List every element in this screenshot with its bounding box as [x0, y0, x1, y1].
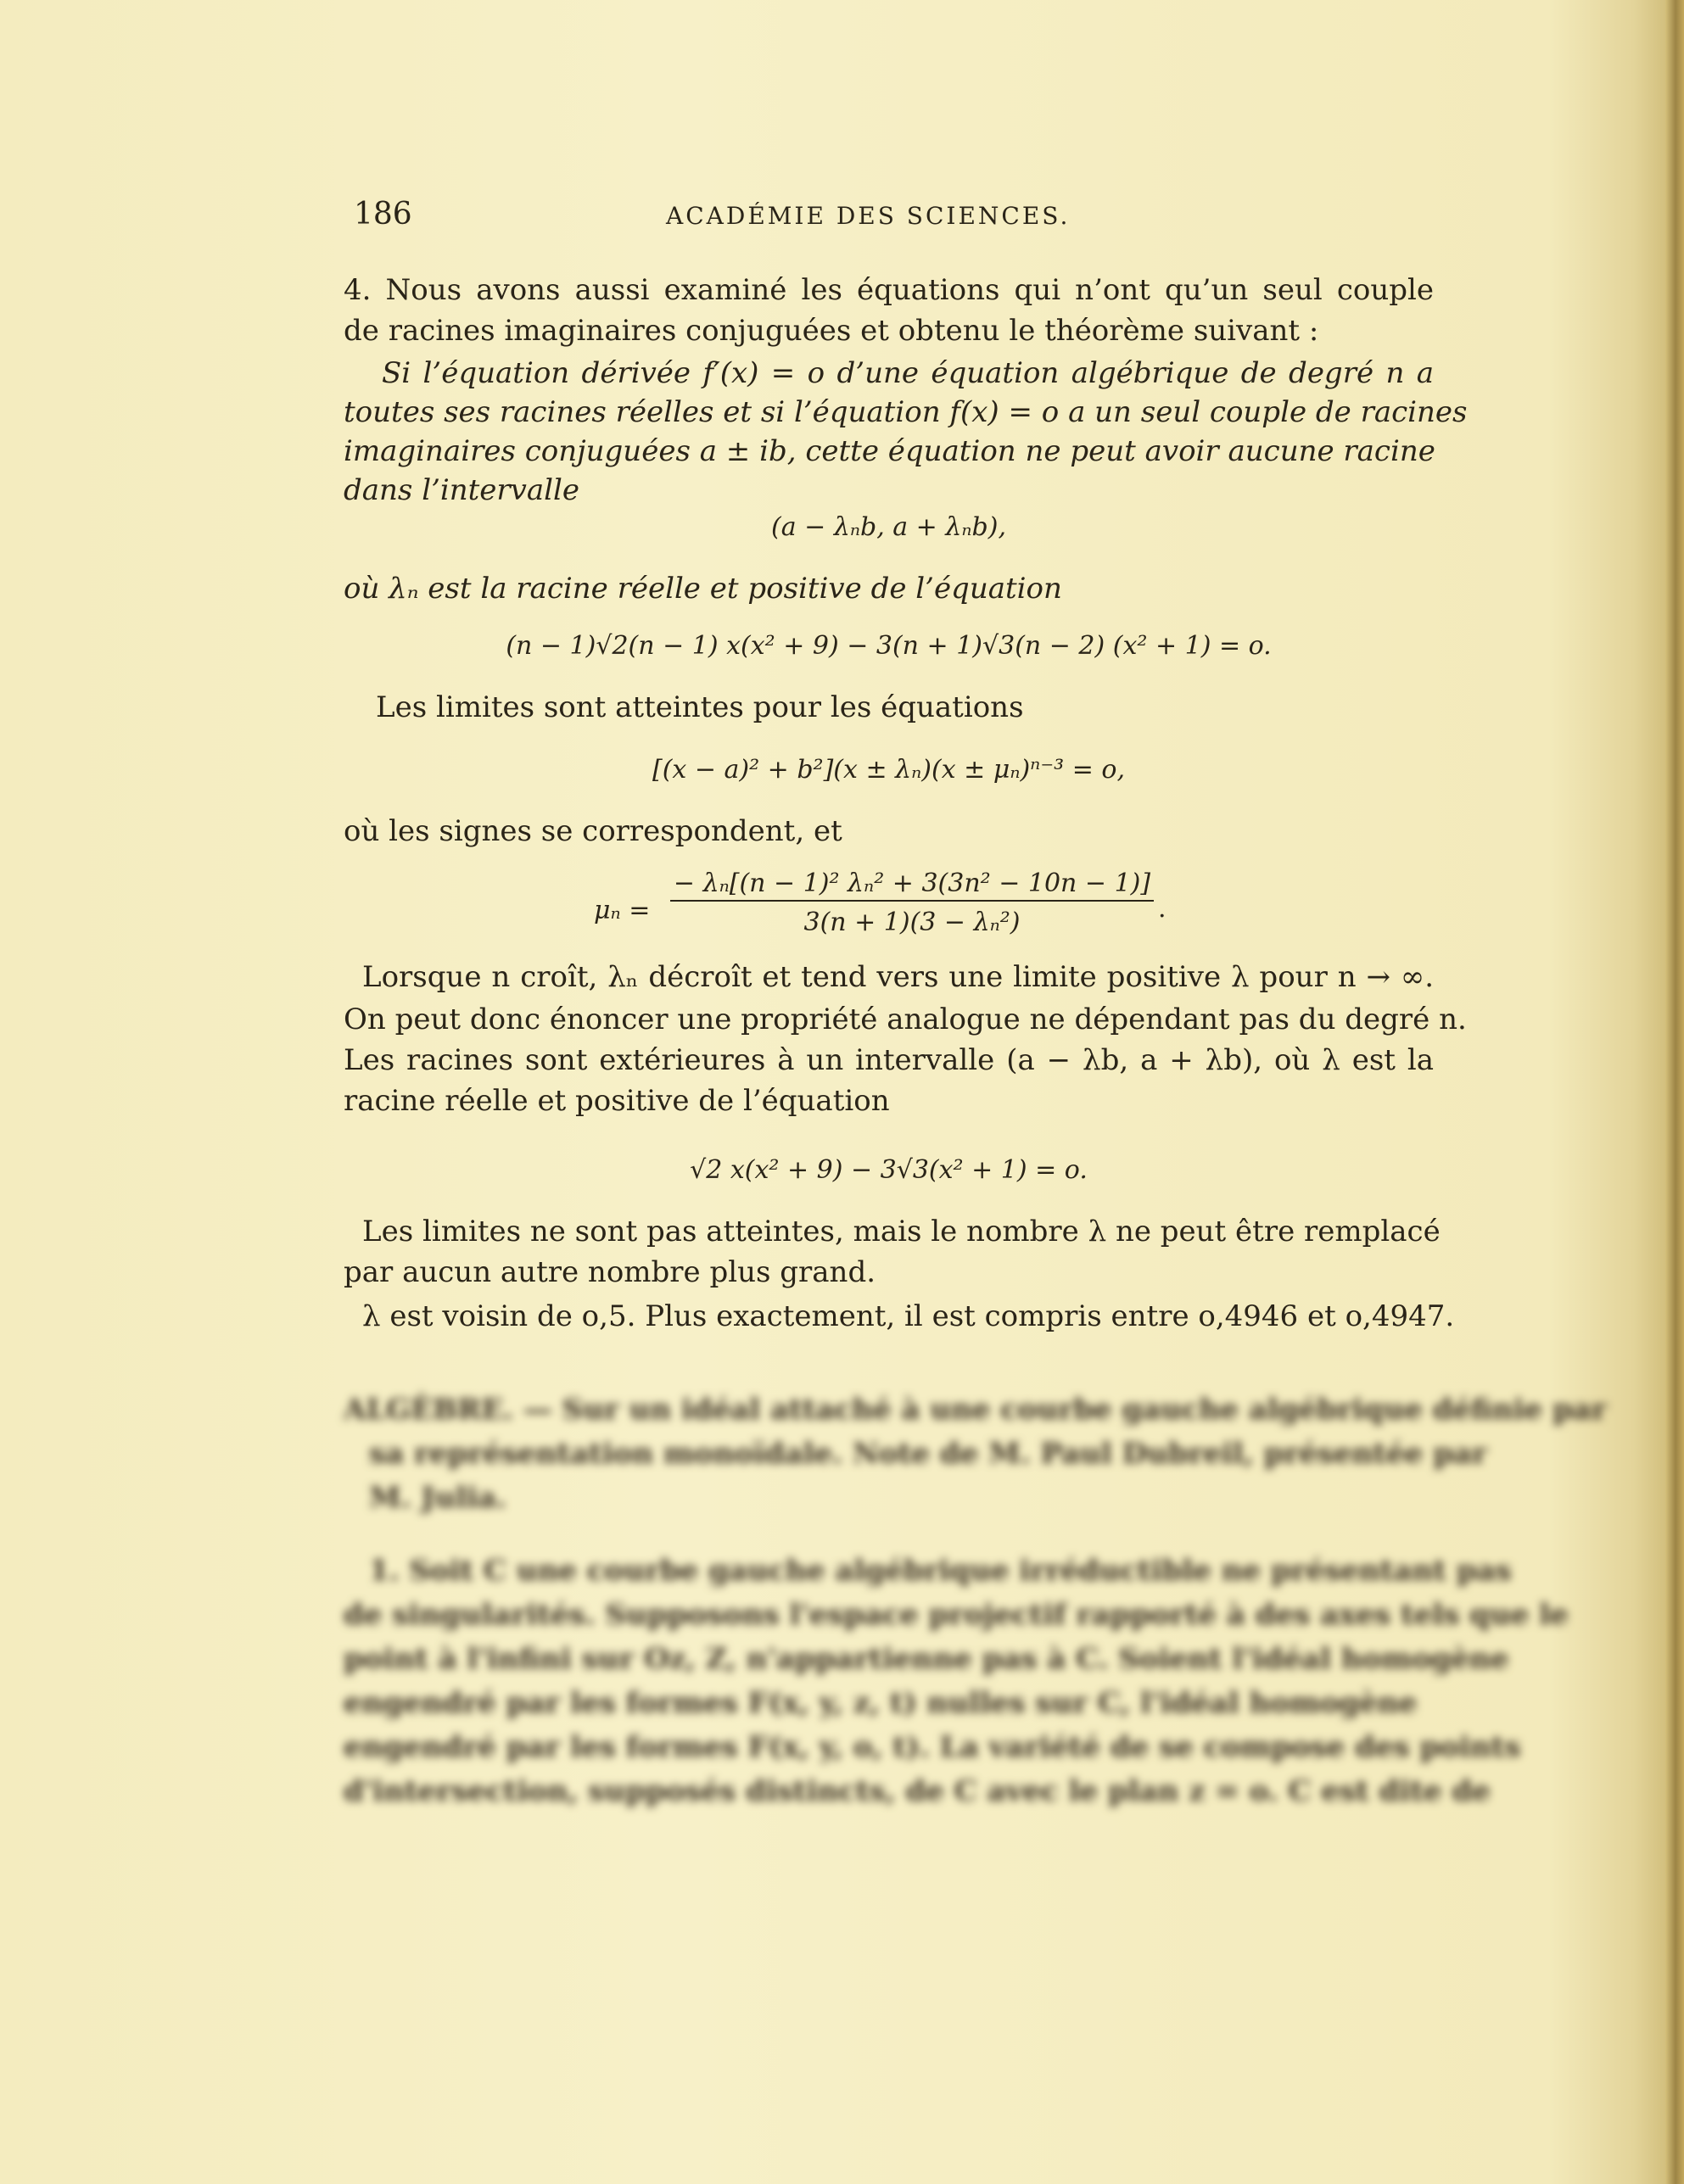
- book-binding-edge: [1665, 0, 1684, 2184]
- paragraph-4-line-2: de racines imaginaires conjuguées et obtenu le théorème suivant :: [344, 314, 1319, 348]
- theorem-line-2: toutes ses racines réelles et si l’équation f(x) = o a un seul couple de racines: [344, 395, 1468, 429]
- signs-text: où les signes se correspondent, et: [344, 814, 842, 848]
- limit-equations: [(x − a)² + b²](x ± λₙ)(x ± μₙ)ⁿ⁻³ = o,: [652, 755, 1126, 785]
- theorem-line-3: imaginaires conjuguées a ± ib, cette équation ne peut avoir aucune racine: [344, 434, 1435, 468]
- mu-n-lhs: μₙ =: [594, 896, 651, 925]
- limits-reached-text: Les limites sont atteintes pour les équations: [376, 690, 1024, 724]
- paragraph-not-reached-line-2: par aucun autre nombre plus grand.: [344, 1255, 876, 1289]
- mu-n-period: .: [1158, 894, 1166, 924]
- running-head: ACADÉMIE DES SCIENCES.: [666, 202, 1071, 230]
- theorem-line-4: dans l’intervalle: [344, 473, 580, 507]
- mu-n-numerator: − λₙ[(n − 1)² λₙ² + 3(3n² − 10n − 1)]: [670, 869, 1154, 902]
- paragraph-limit-line-4: racine réelle et positive de l’équation: [344, 1084, 890, 1118]
- interval-equation: (a − λₙb, a + λₙb),: [771, 512, 1006, 542]
- paragraph-limit-line-2: On peut donc énoncer une propriété analogue ne dépendant pas du degré n.: [344, 1003, 1467, 1036]
- theorem-line-1: Si l’équation dérivée f′(x) = o d’une équation algébrique de degré n a: [382, 356, 1434, 390]
- paragraph-limit-line-1: Lorsque n croît, λₙ décroît et tend vers une limite positive λ pour n → ∞.: [362, 960, 1434, 994]
- scanned-page: 186 ACADÉMIE DES SCIENCES. 4. Nous avons aussi examiné les équations qui n’ont qu’un seul couple de racines imaginaires conjuguées et obtenu le théorème suivant : Si l’équation dérivée f′(x) = o d’une équation algébrique de degré n a toutes ses racines réelles et si l’équation f(x) = o a un seul couple de racines imaginaires conjuguées a ± ib, cette équation ne peut avoir aucune racine dans l’intervalle (a − λₙb, a + λₙb), où λₙ est la racine réelle et positive de l’équation (n − 1)√2(n − 1) x(x² + 9) − 3(n + 1)√3(n − 2) (x² + 1) = o. Les limites sont atteintes pour les équations [(x − a)² + b²](x ± λₙ)(x ± μₙ)ⁿ⁻³ = o, où les signes se correspondent, et μₙ = − λₙ[(n − 1)² λₙ² + 3(3n² − 10n − 1)] 3(n + 1)(3 − λₙ²) . Lorsque n croît, λₙ décroît et tend vers une limite positive λ pour n → ∞. On peut donc énoncer une propriété analogue ne dépendant pas du degré n. Les racines sont extérieures à un intervalle (a − λb, a + λb), où λ est la racine réelle et positive de l’équation √2 x(x² + 9) − 3√3(x² + 1) = o. Les limites ne sont pas atteintes, mais le nombre λ ne peut être remplacé par aucun autre nombre plus grand. λ est voisin de o,5. Plus exactement, il est compris entre o,4946 et o,4947. ALGÈBRE. — Sur un idéal attaché à une courbe gauche algébrique définie par sa représentation monoïdale. Note de M. Paul Dubreil, présentée par M. Julia. 1. Soit C une courbe gauche algébrique irréductible ne présentant pas de singularités. Supposons l'espace projectif rapporté à des axes tels que le point à l'infini sur Oz, Z, n'appartienne pas à C. Soient l'idéal homogène engendré par les formes F(x, y, z, t) nulles sur C, l'idéal homogène engendré par les formes F(x, y, o, t). La variété de se compose des points d'intersection, supposés distincts, de C avec le plan z = o. C est dite de: [0, 0, 1684, 2184]
- paragraph-not-reached-line-1: Les limites ne sont pas atteintes, mais le nombre λ ne peut être remplacé: [362, 1215, 1441, 1248]
- paragraph-limit-line-3: Les racines sont extérieures à un intervalle (a − λb, a + λb), où λ est la: [344, 1043, 1434, 1077]
- lambda-equation: (n − 1)√2(n − 1) x(x² + 9) − 3(n + 1)√3(n − 2) (x² + 1) = o.: [506, 631, 1272, 661]
- mu-n-denominator: 3(n + 1)(3 − λₙ²): [803, 908, 1021, 937]
- limit-lambda-equation: √2 x(x² + 9) − 3√3(x² + 1) = o.: [690, 1155, 1088, 1185]
- page-header: [344, 197, 1434, 239]
- page-number: 186: [354, 197, 412, 232]
- where-lambda-line: où λₙ est la racine réelle et positive de l’équation: [344, 572, 1062, 606]
- lambda-value-line: λ est voisin de o,5. Plus exactement, il est compris entre o,4946 et o,4947.: [362, 1299, 1455, 1333]
- paragraph-4-line-1: 4. Nous avons aussi examiné les équations qui n’ont qu’un seul couple: [344, 273, 1434, 307]
